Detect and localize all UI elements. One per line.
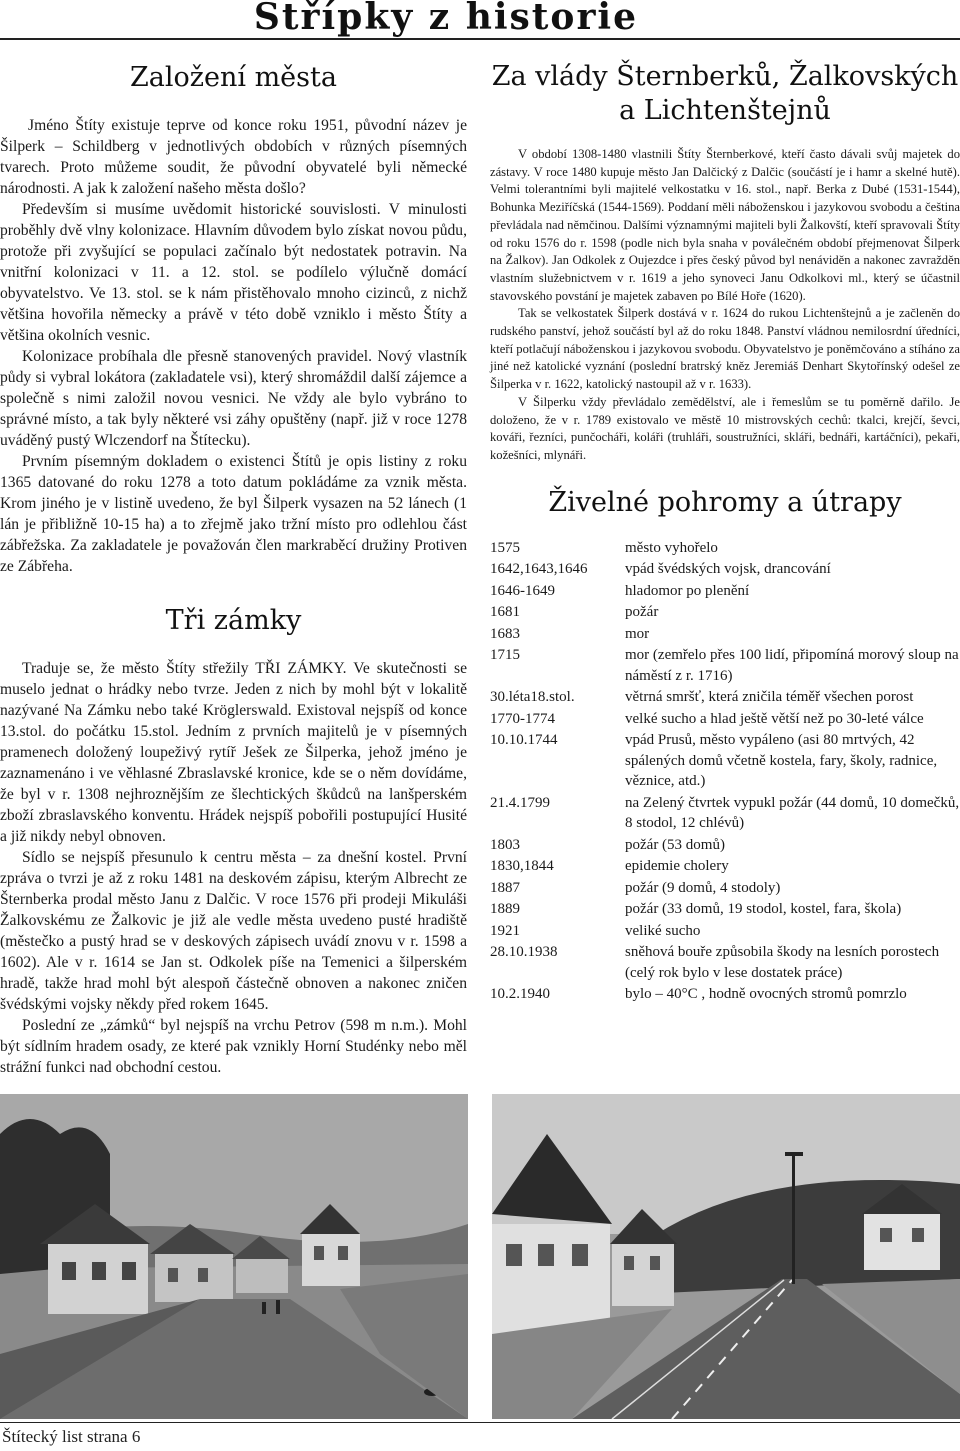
disaster-row [490, 835, 960, 857]
disaster-event: větrná smršť, která zničila téměř všechen porost [625, 689, 914, 706]
disaster-row [490, 645, 960, 687]
disaster-row [490, 730, 960, 793]
disaster-row [490, 899, 960, 921]
disaster-year: 1681 [490, 604, 520, 621]
disaster-year: 28.10.1938 [490, 944, 558, 961]
disaster-event: velké sucho a hlad ještě větší než po 30-leté válce [625, 710, 924, 727]
page-footer [0, 1422, 960, 1451]
disasters-table [490, 538, 960, 1006]
castles-paragraph: Sídlo se nejspíš přesunulo k centru města – za dnešní kostel. První zpráva o tvrzi je až z roku 1481 na deskovém zápisu, kterým Albrecht ze Šternberka prodal město Janu z Dalčic. V roce 1576 při prodeji Mikuláši Žalkovskému ze Žalkovic je již ale vedle města uvedeno pusté hradiště (městečko a pustý hrad se v deskových zápisech uvádí znovu v r. 1598 a 1602). Ale v r. 1614 se Jan st. Odkolek píše na Temenici a šilperském hradě, takže hrad mohl být alespoň částečně obnoven a nakonec zničen švédskými vojsky někdy před rokem 1645. [0, 849, 467, 1013]
page-number-label: Štítecký list strana 6 [2, 1427, 141, 1446]
disaster-event: požár (9 domů, 4 stodoly) [625, 879, 781, 896]
footer-rule [0, 1422, 960, 1423]
page-title: Střípky z historie [253, 0, 638, 38]
castles-paragraph: Poslední ze „zámků“ byl nejspíš na vrchu Petrov (598 m n.m.). Mohl být sídlním hradem osady, ze které pak vznikly Horní Studénky nebo měl strážní funkci nad obchodní cestou. [0, 1017, 467, 1076]
castles-heading: Tři zámky [165, 605, 302, 636]
disaster-year: 1889 [490, 901, 520, 918]
disaster-year: 1921 [490, 922, 520, 939]
disaster-event: veliké sucho [625, 922, 701, 939]
disaster-event: požár [625, 604, 659, 621]
disaster-event: bylo – 40°C , hodně ovocných stromů pomrzlo [625, 986, 907, 1003]
founding-paragraph: Jméno Štíty existuje teprve od konce roku 1951, původní název je Šilperk – Schildberg v jednotlivých obdobích v různých písemných tvarech. Proto můžeme soudit, že původní obyvatelé byli německé národnosti. A jak k založení našeho města došlo? [0, 117, 467, 197]
masthead [0, 0, 960, 40]
disaster-year: 1642,1643,1646 [490, 561, 588, 578]
disaster-row [490, 687, 960, 709]
disaster-event: mor [625, 625, 650, 642]
disaster-event: město vyhořelo [625, 539, 718, 556]
disaster-year: 1830,1844 [490, 858, 554, 875]
founding-heading: Založení města [130, 62, 337, 93]
disaster-row [490, 921, 960, 943]
disaster-row [490, 878, 960, 900]
disaster-row [490, 559, 960, 581]
disaster-row [490, 793, 960, 835]
disaster-event: epidemie cholery [625, 858, 729, 875]
disaster-event: požár (53 domů) [625, 836, 725, 853]
disaster-year: 1715 [490, 647, 520, 664]
disaster-year: 1575 [490, 539, 520, 556]
disaster-year: 1887 [490, 879, 520, 896]
disaster-event: vpád Prusů, město vypáleno (asi 80 mrtvých, 42 spálených domů včetně kostela, fary, školy, radnice, věznice, atd.) [625, 732, 938, 790]
disaster-year: 10.10.1744 [490, 732, 558, 749]
disaster-row [490, 856, 960, 878]
rulers-heading [490, 60, 960, 128]
disaster-event: vpád švédských vojsk, drancování [625, 561, 831, 578]
founding-paragraph: Především si musíme uvědomit historické souvislosti. V minulosti proběhly dvě vlny kolonizace. Hlavním důvodem bylo získat novou půdu, protože při zvyšující se populaci začínalo být nedostatek potravin. Na vnitřní kolonizaci v 11. a 12. stol. se podílelo výlučně domácí obyvatelstvo. Ve 13. stol. se k nám přistěhovalo mnoho cizinců, z nichž většina hovořila německy a právě v této době vzniklo i město Štíty a většina okolních vesnic. [0, 201, 467, 344]
founding-paragraph: Kolonizace probíhala dle přesně stanovených pravidel. Nový vlastník půdy si vybral lokátora (zakladatele vsi), který shromáždil další zájemce a společně s nimi založil novou vesnici. Ne vždy ale bylo vybráno to správné místo, a tak byly některé vsi záhy opuštěny (např. již v roce 1278 uváděný pustý Wlczendorf na Štítecku). [0, 348, 467, 449]
founding-paragraph: Prvním písemným dokladem o existenci Štítů je opis listiny z roku 1365 datované do roku 1278 a toto datum pokládáme za vznik města. Krom jiného je v listině uvedeno, že byl Šilperk vysazen na 52 lánech (1 lán je přibližně 10-15 ha) a to zřejmě jako tržní místo pro odlehlou část zábřežska. Za zakladatele je považován člen markraběcí družiny Protiven ze Zábřeha. [0, 453, 467, 575]
modern-street-photo [492, 1094, 960, 1419]
disaster-year: 21.4.1799 [490, 794, 550, 811]
disaster-year: 1683 [490, 625, 520, 642]
disaster-year: 10.2.1940 [490, 986, 550, 1003]
masthead-rule [0, 38, 960, 40]
disaster-row [490, 942, 960, 984]
disaster-row [490, 624, 960, 646]
disaster-row [490, 581, 960, 603]
disasters-heading: Živelné pohromy a útrapy [548, 486, 902, 518]
disaster-row [490, 538, 960, 560]
disaster-year: 30.léta18.stol. [490, 689, 575, 706]
disaster-row [490, 984, 960, 1006]
disaster-event: hladomor po plenění [625, 582, 750, 599]
disaster-row [490, 602, 960, 624]
disaster-event: sněhová bouře způsobila škody na lesních porostech (celý rok bylo v lese dostatek práce) [625, 944, 940, 981]
disaster-year: 1646-1649 [490, 582, 555, 599]
disaster-event: požár (33 domů, 19 stodol, kostel, fara, škola) [625, 901, 902, 918]
historic-street-photo [0, 1094, 468, 1419]
right-column [490, 52, 960, 1006]
rulers-heading-line2: a Lichtenštejnů [619, 95, 831, 126]
left-column [0, 52, 467, 1078]
castles-paragraph: Traduje se, že město Štíty střežily TŘI ZÁMKY. Ve skutečnosti se muselo jednat o hrádky nebo tvrze. Jeden z nich by mohl být v lokalitě nazývané Na Zámku nebo také Kröglerswald. Existoval nejspíš od konce 13.stol. do počátku 15.stol. Jedním z prvních majitelů je v písemných pramenech doložený loupeživý rytíř Ješek ze Šilperka, jehož jméno je zaznamenáno i ve věhlasné Zbraslavské kronice, kde se o něm dovídáme, že byl v r. 1308 nejhroznějším ze šlechtických škůdců na lanšperském zboží zbraslavského konventu. Hrádek nejspíš pobořili postupující Husité a již nikdy nebyl obnoven. [0, 660, 467, 845]
rulers-paragraph: Tak se velkostatek Šilperk dostává v r. 1624 do rukou Lichtenštejnů a je začleněn do rudského panství, jehož součástí byl až do roku 1848. Panství vládnou nemilosrdní úředníci, kteří potlačují náboženskou i jazykovou svobodu. Obyvatelstvo je poněmčováno a stíháno za jiné než katolické vyznání (poslední bratrský kněz Jeremiáš Denhart Skytořínský odešel ze Šilperka v r. 1622, katolický nastoupil až v r. 1633). [490, 306, 960, 392]
rulers-heading-line1: Za vlády Šternberků, Žalkovských [491, 61, 959, 92]
disaster-year: 1770-1774 [490, 710, 555, 727]
disaster-year: 1803 [490, 836, 520, 853]
disaster-row [490, 709, 960, 731]
rulers-paragraph: V Šilperku vždy převládalo zemědělství, ale i řemeslům se tu poměrně dařilo. Je doloženo, že v r. 1789 existovalo ve městě 10 mistrovských cechů: tkalci, krejčí, ševci, kováři, řezníci, punčocháři, koláři (truhláři, soustružníci, skláři, bednáři, kartáčníci), pekaři, kožešníci, mlynáři. [490, 394, 960, 462]
disaster-event: na Zelený čtvrtek vypukl požár (44 domů, 10 domečků, 8 stodol, 12 chlévů) [625, 794, 960, 832]
rulers-paragraph: V období 1308-1480 vlastnili Štíty Šternberkové, kteří často dávali svůj majetek do zástavy. V roce 1480 kupuje město Jan Dalčický z Dalčic (součástí je i hamr a skelné hutě). Velmi tolerantními byli majitelé velkostatku v 16. stol., např. Berka z Dubé (1531-1544), Bohunka Meziříčská (1544-1569). Poddaní měli náboženskou i jazykovou svobodu a čeština převládala nad němčinou. Dalšími významnými majiteli byli Žalkovští, kteří spravovali Štíty od roku 1576 do r. 1598 (podle nich byla snaha v poválečném období přejmenovat Šilperk na Žalkov). Jan Odkolek z Oujezdce i přes český původ byl nenáviděn a nakonec zavražděn vlastním služebnictvem v r. 1619 a jeho synoveci Janu Odkolkovi ml., který se účastnil stavovského povstání je majetek zabaven po Bílé Hoře (1620). [490, 147, 960, 303]
disaster-event: mor (zemřelo přes 100 lidí, připomíná morový sloup na náměstí z r. 1716) [625, 647, 959, 684]
